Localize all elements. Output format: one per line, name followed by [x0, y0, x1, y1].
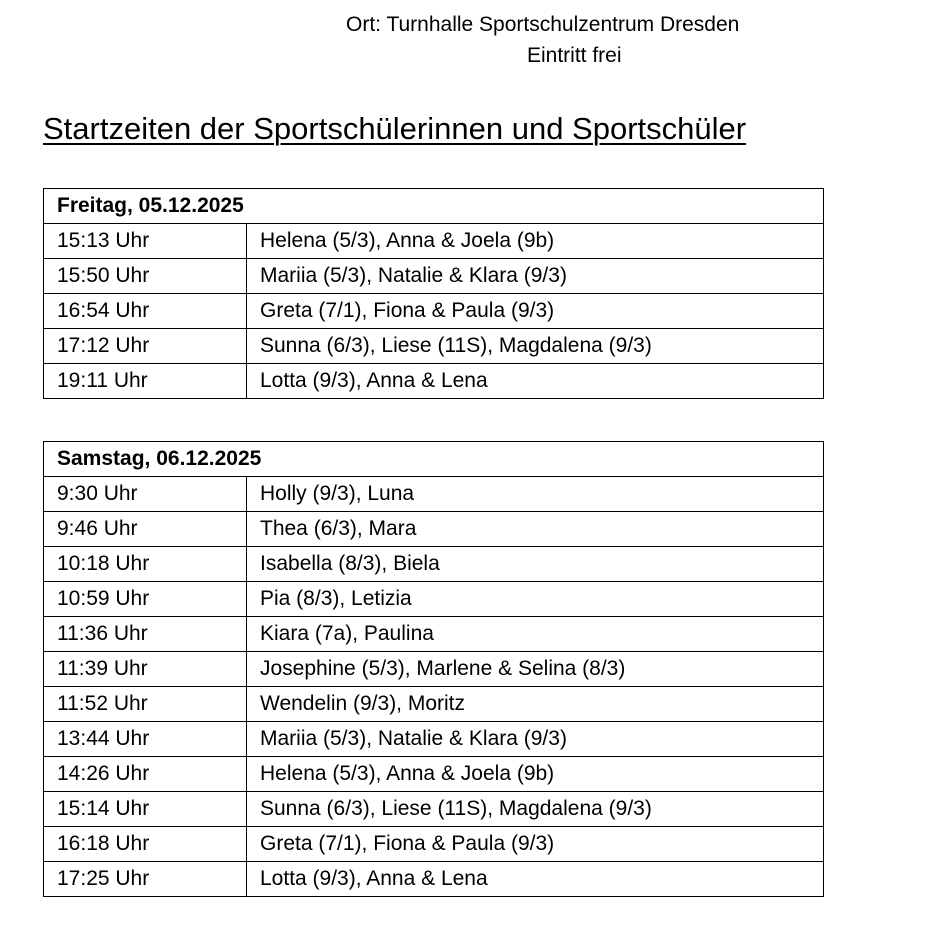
participants-cell: Sunna (6/3), Liese (11S), Magdalena (9/3) [247, 792, 824, 827]
table-row [44, 224, 824, 259]
start-time-cell: 9:46 Uhr [44, 512, 247, 547]
start-time-cell: 17:25 Uhr [44, 862, 247, 897]
table-row [44, 722, 824, 757]
participants-cell: Lotta (9/3), Anna & Lena [247, 364, 824, 399]
participants-cell: Holly (9/3), Luna [247, 477, 824, 512]
start-time-cell: 10:18 Uhr [44, 547, 247, 582]
schedule-table-saturday [43, 441, 824, 897]
table-row [44, 827, 824, 862]
entry-text: Eintritt frei [527, 44, 622, 67]
start-time-cell: 10:59 Uhr [44, 582, 247, 617]
start-time-cell: 11:52 Uhr [44, 687, 247, 722]
participants-cell: Lotta (9/3), Anna & Lena [247, 862, 824, 897]
participants-cell: Josephine (5/3), Marlene & Selina (8/3) [247, 652, 824, 687]
table-row [44, 259, 824, 294]
start-time-cell: 19:11 Uhr [44, 364, 247, 399]
participants-cell: Mariia (5/3), Natalie & Klara (9/3) [247, 722, 824, 757]
table-row [44, 617, 824, 652]
start-time-cell: 11:36 Uhr [44, 617, 247, 652]
participants-cell: Helena (5/3), Anna & Joela (9b) [247, 224, 824, 259]
table-row [44, 757, 824, 792]
table-row [44, 364, 824, 399]
participants-cell: Helena (5/3), Anna & Joela (9b) [247, 757, 824, 792]
start-time-cell: 16:54 Uhr [44, 294, 247, 329]
start-time-cell: 15:13 Uhr [44, 224, 247, 259]
day-heading-row [44, 189, 824, 224]
table-row [44, 582, 824, 617]
day-heading-row [44, 442, 824, 477]
start-time-cell: 11:39 Uhr [44, 652, 247, 687]
start-time-cell: 13:44 Uhr [44, 722, 247, 757]
participants-cell: Wendelin (9/3), Moritz [247, 687, 824, 722]
participants-cell: Mariia (5/3), Natalie & Klara (9/3) [247, 259, 824, 294]
schedule-table-friday [43, 188, 824, 399]
table-row [44, 792, 824, 827]
table-row [44, 477, 824, 512]
start-time-cell: 17:12 Uhr [44, 329, 247, 364]
table-row [44, 512, 824, 547]
page-title: Startzeiten der Sportschülerinnen und Sportschüler [43, 111, 747, 146]
participants-cell: Greta (7/1), Fiona & Paula (9/3) [247, 827, 824, 862]
location-text: Ort: Turnhalle Sportschulzentrum Dresden [346, 13, 740, 36]
table-row [44, 329, 824, 364]
start-time-cell: 15:14 Uhr [44, 792, 247, 827]
table-row [44, 862, 824, 897]
start-time-cell: 9:30 Uhr [44, 477, 247, 512]
participants-cell: Greta (7/1), Fiona & Paula (9/3) [247, 294, 824, 329]
table-row [44, 687, 824, 722]
participants-cell: Thea (6/3), Mara [247, 512, 824, 547]
table-row [44, 294, 824, 329]
participants-cell: Kiara (7a), Paulina [247, 617, 824, 652]
day-heading: Freitag, 05.12.2025 [44, 189, 824, 224]
participants-cell: Pia (8/3), Letizia [247, 582, 824, 617]
participants-cell: Sunna (6/3), Liese (11S), Magdalena (9/3) [247, 329, 824, 364]
table-row [44, 547, 824, 582]
table-row [44, 652, 824, 687]
start-time-cell: 14:26 Uhr [44, 757, 247, 792]
start-time-cell: 16:18 Uhr [44, 827, 247, 862]
day-heading: Samstag, 06.12.2025 [44, 442, 824, 477]
start-time-cell: 15:50 Uhr [44, 259, 247, 294]
participants-cell: Isabella (8/3), Biela [247, 547, 824, 582]
